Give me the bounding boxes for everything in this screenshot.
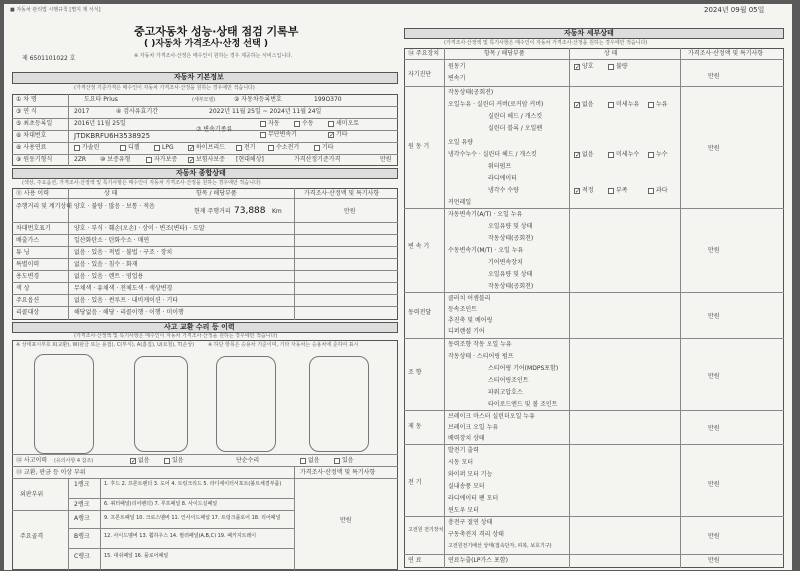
part-items-rank-2: 6. 쿼터패널(리어펜더) 7. 루프패널 8. 사이드실패널 (104, 501, 218, 507)
overall-col-item: 항목 / 해당부품 (196, 190, 237, 197)
detail-item: 등속조인트 (448, 306, 477, 313)
group-power-transfer: 동력전달 (408, 309, 432, 316)
detail-item: 냉각수 수량 (488, 187, 519, 194)
state-opt: 없음 (582, 101, 594, 108)
detail-item: 커먼레일 (448, 199, 472, 206)
state-check[interactable] (608, 102, 614, 108)
basic-info-title: 자동차 기본정보 (174, 73, 224, 81)
detail-item: 고전원전기배선 상태(접속단자, 피복, 보호기구) (448, 543, 552, 549)
overall-row-label: 튜 닝 (16, 249, 30, 256)
part-rank-c: C랭크 (74, 553, 90, 560)
detail-item: 수동변속기(M/T) · 오일 누유 (448, 247, 524, 254)
part-items-rank-1: 1. 후드 2. 프론트펜더 3. 도어 4. 트렁크리드 5. 라디에이터서포트(볼트체결부품) (104, 481, 282, 487)
fuel-diesel-check[interactable] (120, 145, 126, 151)
price-unit: 만원 (708, 533, 720, 540)
group-high-voltage: 고전원 전기장치 (408, 527, 444, 533)
issue-date: 2024년 09월 05일 (704, 6, 765, 14)
price-unit: 만원 (708, 145, 720, 152)
overall-row-opts: 없음 · 있음 · 렌트 · 영업용 (74, 273, 144, 280)
price-unit: 만원 (708, 425, 720, 432)
value-engine-type: 2ZR (74, 156, 87, 163)
overall-row-opts: 없음 · 있음 · 침수 · 화재 (74, 261, 138, 268)
overall-col-price: 가격조사·산정액 및 특기사항 (304, 190, 380, 197)
accident-title: 사고 교환 수리 등 이력 (164, 323, 235, 331)
accident-history-note: (유의사항 4 참조) (54, 458, 94, 464)
basic-info-note: (가격산정 기준가격은 매수인이 자동차 가격조사·산정을 원하는 경우에만 적습니다) (74, 85, 255, 91)
value-first-registration: 2016년 11월 25일 (74, 120, 126, 127)
overall-row-opts: 없음 · 있음 · 적법 · 불법 · 구조 · 장치 (74, 249, 173, 256)
overall-col-state: 상 태 (104, 190, 118, 197)
part-items-rank-c: 15. 대쉬패널 16. 플로어패널 (104, 553, 169, 559)
accident-legend-2: ※ 하단 항목은 승용차 기준이며, 기타 자동차는 승용차에 준하여 표시 (208, 342, 359, 348)
detail-item: 오일누유 · 실린더 커버(로커암 커버) (448, 101, 544, 108)
state-opt: 미세누유 (616, 101, 640, 108)
detail-item: 변속기 (448, 75, 466, 82)
fuel-ev-check[interactable] (236, 145, 242, 151)
detail-item: 작동상태(공회전) (448, 89, 494, 96)
group-engine: 원 동 기 (408, 143, 430, 150)
value-vin: JTDKBRFU6H3538925 (74, 132, 151, 140)
detail-item: 실린더 블록 / 오일팬 (488, 125, 543, 132)
state-opt: 누유 (656, 101, 668, 108)
trans-opt-cvt: 무단변속기 (268, 131, 297, 138)
detail-item: 시동 모터 (448, 459, 474, 466)
state-opt: 없음 (582, 151, 594, 158)
state-check[interactable] (608, 152, 614, 158)
price-unit: 만원 (708, 313, 720, 320)
part-rank-a: A랭크 (74, 515, 90, 522)
fuel-opt-hybrid: 하이브리드 (196, 144, 225, 151)
accident-history-label: ⑫ 사고이력 (16, 457, 48, 464)
detail-item: 작동상태(공회전) (488, 283, 534, 290)
price-unit: 만원 (708, 557, 720, 564)
detail-item: 추진축 및 베어링 (448, 317, 493, 324)
simple-repair-opt-none: 없음 (308, 457, 320, 464)
mileage-label: 현재 주행거리 (194, 208, 231, 215)
overall-col-use: ⑪ 사용 이력 (16, 190, 49, 197)
fuel-opt-hydrogen: 수소전기 (276, 144, 300, 151)
group-steering: 조 향 (408, 369, 422, 376)
fuel-hybrid-check[interactable] (188, 145, 194, 151)
form-subtitle: ( )자동차 가격조사·산정 선택 ) (144, 39, 268, 49)
detail-item: 파워고압호스 (488, 389, 523, 396)
detail-item: 오일유량 및 상태 (488, 271, 533, 278)
detail-item: 연료누출(LP가스 포함) (448, 557, 508, 564)
state-opt: 미세누수 (616, 151, 640, 158)
detail-item: 냉각수누수 · 실린더 헤드 / 개스킷 (448, 151, 537, 158)
detail-item: 스티어링 기어(MDPS포함) (488, 365, 559, 372)
form-subnote: ※ 자동차 가격조사·산정은 매수인이 원하는 경우 제공하는 서비스입니다. (134, 53, 293, 59)
detail-item: 자동변속기(A/T) · 오일 누유 (448, 211, 523, 218)
trans-opt-auto: 자동 (268, 120, 280, 127)
value-inspection-period: 2022년 11월 25일 ~ 2024년 11월 24일 (209, 108, 322, 115)
fuel-opt-gasoline: 가솔린 (82, 144, 100, 151)
price-unit: 만원 (708, 247, 720, 254)
warranty-insurer-name: [현대해상] (236, 156, 264, 163)
label-first-registration: ⑤ 최초등록일 (16, 120, 53, 127)
inspection-form-page (4, 4, 792, 570)
state-check[interactable] (648, 188, 654, 194)
value-reg-number: 199O370 (314, 96, 342, 103)
part-group-exterior: 외판부위 (20, 491, 44, 498)
detail-item: 실린더 헤드 / 개스킷 (488, 113, 543, 120)
car-diagram-top-left (34, 354, 94, 454)
fuel-opt-lpg: LPG (162, 144, 174, 151)
detail-item: 배력장치 상태 (448, 435, 485, 442)
car-diagram-frame-right (309, 356, 369, 452)
state-check[interactable] (574, 102, 580, 108)
price-unit: 만원 (708, 373, 720, 380)
part-header: ⑬ 교환, 판금 등 이상 부위 (16, 469, 86, 476)
overall-row-opts: 양호 · 부식 · 훼손(오손) · 상이 · 변조(변타) · 도말 (74, 225, 205, 232)
overall-row-opts: 없음 · 있음 · 썬루프 · 내비게이션 · 기타 (74, 297, 179, 304)
part-price-header: 가격조사·산정액 및 특기사항 (300, 469, 376, 476)
detail-item: 발전기 출력 (448, 447, 479, 454)
warranty-insurer-check[interactable] (188, 157, 194, 163)
detail-item: 구동축전지 격리 상태 (448, 531, 504, 538)
warranty-self-check[interactable] (146, 157, 152, 163)
part-rank-2: 2랭크 (74, 501, 90, 508)
trans-other-check[interactable] (328, 132, 334, 138)
fuel-opt-diesel: 디젤 (128, 144, 140, 151)
detail-item: 브레이크 오일 누유 (448, 424, 499, 431)
part-price-unit: 만원 (340, 517, 352, 524)
state-opt: 누수 (656, 151, 668, 158)
overall-row-label: 용도변경 (16, 273, 40, 280)
car-diagram-top-right (134, 356, 188, 452)
trans-semi-check[interactable] (328, 121, 334, 127)
group-brake: 제 동 (408, 423, 422, 430)
detail-col-device: ⑭ 주요장치 (408, 50, 440, 57)
form-title: 중고자동차 성능·상태 점검 기록부 (134, 25, 299, 38)
simple-repair-none-check[interactable] (300, 458, 306, 464)
fuel-opt-other: 기타 (322, 144, 334, 151)
accident-opt-none: 없음 (138, 457, 150, 464)
state-opt: 양호 (582, 63, 594, 70)
part-items-rank-b: 12. 사이드멤버 13. 휠하우스 14. 필러패널(A,B,C) 19. 패키지트레이 (104, 533, 257, 539)
group-self-diagnosis: 자기진단 (408, 71, 432, 78)
form-reference: ■ 자동차 관리법 시행규칙 [별지 제 서식] (10, 7, 101, 13)
trans-auto-check[interactable] (260, 121, 266, 127)
label-engine-type: ⑨ 원동기형식 (16, 156, 53, 163)
state-check[interactable] (608, 188, 614, 194)
state-check[interactable] (648, 102, 654, 108)
detail-item: 라디에이터 팬 모터 (448, 495, 499, 502)
detail-item: 실내송풍 모터 (448, 483, 485, 490)
fuel-lpg-check[interactable] (154, 145, 160, 151)
detail-col-price: 가격조사·산정액 및 특기사항 (688, 50, 764, 57)
label-inspection-period: ④ 검사유효기간 (116, 108, 159, 115)
trans-cvt-check[interactable] (260, 132, 266, 138)
overall-title: 자동차 종합상태 (176, 169, 226, 177)
label-sub-model: (세부모델) (192, 97, 216, 103)
state-check[interactable] (648, 152, 654, 158)
detail-item: 작동상태(공회전) (488, 235, 534, 242)
base-price-unit: 만원 (380, 156, 392, 163)
state-opt: 부족 (616, 187, 628, 194)
state-opt: 과다 (656, 187, 668, 194)
overall-row-label: 차대번호표기 (16, 225, 51, 232)
mileage-unit: Km (272, 208, 282, 215)
overall-row-label: 배출가스 (16, 237, 40, 244)
detail-item: 동력조향 작동 오일 누유 (448, 341, 512, 348)
label-car-name: ① 차 명 (16, 96, 37, 103)
detail-item: 작동상태 · 스티어링 펌프 (448, 353, 514, 360)
detail-item: 윈도우 모터 (448, 507, 479, 514)
document-number: 제 6501101022 호 (22, 55, 76, 62)
price-unit: 만원 (708, 481, 720, 488)
value-car-name: 도요타 Prius (84, 96, 118, 103)
label-fuel: ⑧ 사용연료 (16, 144, 47, 151)
overall-row-label: 특별이력 (16, 261, 40, 268)
fuel-other-check[interactable] (314, 145, 320, 151)
overall-row-opts: 해당없음 · 해당 · 리콜이행 · 이행 · 미이행 (74, 309, 184, 316)
detail-item: 스티어링조인트 (488, 377, 529, 384)
overall-row-opts: 무채색 · 유채색 · 전체도색 · 색상변경 (74, 285, 173, 292)
accident-none-check[interactable] (130, 458, 136, 464)
mileage-price-unit: 만원 (344, 208, 356, 215)
overall-row-label: 주요옵션 (16, 297, 40, 304)
fuel-gasoline-check[interactable] (74, 145, 80, 151)
state-check[interactable] (574, 188, 580, 194)
state-opt: 불량 (616, 63, 628, 70)
overall-note: (색상, 주요옵션, 가격조사·산정액 및 특기사항은 매수인이 자동차 가격조사·산정을 원하는 경우에만 적습니다) (22, 180, 261, 186)
state-check[interactable] (574, 64, 580, 70)
part-rank-1: 1랭크 (74, 481, 90, 488)
warranty-opt-insurer: 보험사보증 (196, 156, 225, 163)
trans-manual-check[interactable] (294, 121, 300, 127)
detail-item: 원동기 (448, 63, 466, 70)
simple-repair-yes-check[interactable] (334, 458, 340, 464)
fuel-hydrogen-check[interactable] (268, 145, 274, 151)
part-group-frame: 주요골격 (20, 533, 44, 540)
mileage-value: 73,888 (234, 206, 266, 216)
accident-note: (가격조사·산정액 및 특기사항은 매수인이 자동차 가격조사·산정을 원하는 경우에만 적습니다) (74, 333, 278, 339)
detail-title: 자동차 세부상태 (564, 29, 614, 37)
detail-item: 충전구 절연 상태 (448, 519, 493, 526)
detail-col-item: 항목 / 해당부품 (484, 50, 525, 57)
simple-repair-label: 단순수리 (236, 457, 260, 464)
overall-row-label: 주행거리 및 계기상태 (16, 203, 72, 210)
detail-item: 기어변속장치 (488, 259, 523, 266)
detail-item: 타이로드엔드 및 볼 조인트 (488, 401, 558, 408)
warranty-opt-self: 자가보증 (154, 156, 178, 163)
label-warranty: ⑩ 보증유형 (100, 156, 131, 163)
detail-item: 디퍼렌셜 기어 (448, 328, 485, 335)
fuel-opt-ev: 전기 (244, 144, 256, 151)
overall-row-opts: 양호 · 불량 · 많음 · 보통 · 적음 (74, 203, 155, 210)
label-base-price: 가격산정기준가격 (294, 156, 341, 163)
accident-yes-check[interactable] (164, 458, 170, 464)
detail-item: 오일 유량 (448, 139, 474, 146)
detail-item: 오일유량 및 상태 (488, 223, 533, 230)
simple-repair-opt-yes: 있음 (342, 457, 354, 464)
group-transmission: 변 속 기 (408, 243, 430, 250)
overall-row-label: 색 상 (16, 285, 30, 292)
value-model-year: 2017 (74, 108, 90, 115)
trans-opt-manual: 수동 (302, 120, 314, 127)
label-vin: ⑥ 차대번호 (16, 132, 47, 139)
detail-item: 라디에이터 (488, 175, 517, 182)
group-electric: 전 기 (408, 479, 422, 486)
detail-note: (가격조사·산정액 및 특기사항은 매수인이 자동차 가격조사·산정을 원하는 경우에만 적습니다) (444, 40, 648, 46)
accident-legend: ※ 상태표시부호 X(교환), W(판금 또는 용접), C(부식), A(흠집), U(요철), T(손상) (16, 342, 195, 348)
detail-item: 워터펌프 (488, 163, 512, 170)
part-rank-b: B랭크 (74, 533, 90, 540)
accident-opt-yes: 있음 (172, 457, 184, 464)
overall-row-label: 리콜대상 (16, 309, 40, 316)
detail-item: 브레이크 마스터 실린더오일 누유 (448, 413, 535, 420)
state-check[interactable] (574, 152, 580, 158)
group-fuel: 연 료 (408, 557, 422, 564)
label-reg-number: ② 자동차등록번호 (234, 96, 282, 103)
part-items-rank-a: 9. 프론트패널 10. 크로스멤버 11. 인사이드패널 17. 트렁크플로어 18. 리어패널 (104, 515, 281, 521)
trans-opt-semi: 세미오토 (336, 120, 360, 127)
price-unit: 만원 (708, 73, 720, 80)
detail-item: 와이퍼 모터 기능 (448, 471, 493, 478)
detail-col-state: 상 태 (604, 50, 618, 57)
detail-item: 클러치 어셈블리 (448, 295, 491, 302)
state-check[interactable] (608, 64, 614, 70)
trans-opt-other: 기타 (336, 131, 348, 138)
overall-row-opts: 일산화탄소 · 탄화수소 · 매연 (74, 237, 150, 244)
car-diagram-frame-left (216, 356, 276, 452)
label-transmission: ⑦ 변속기종류 (196, 126, 233, 133)
state-opt: 적정 (582, 187, 594, 194)
label-model-year: ③ 연 식 (16, 108, 37, 115)
